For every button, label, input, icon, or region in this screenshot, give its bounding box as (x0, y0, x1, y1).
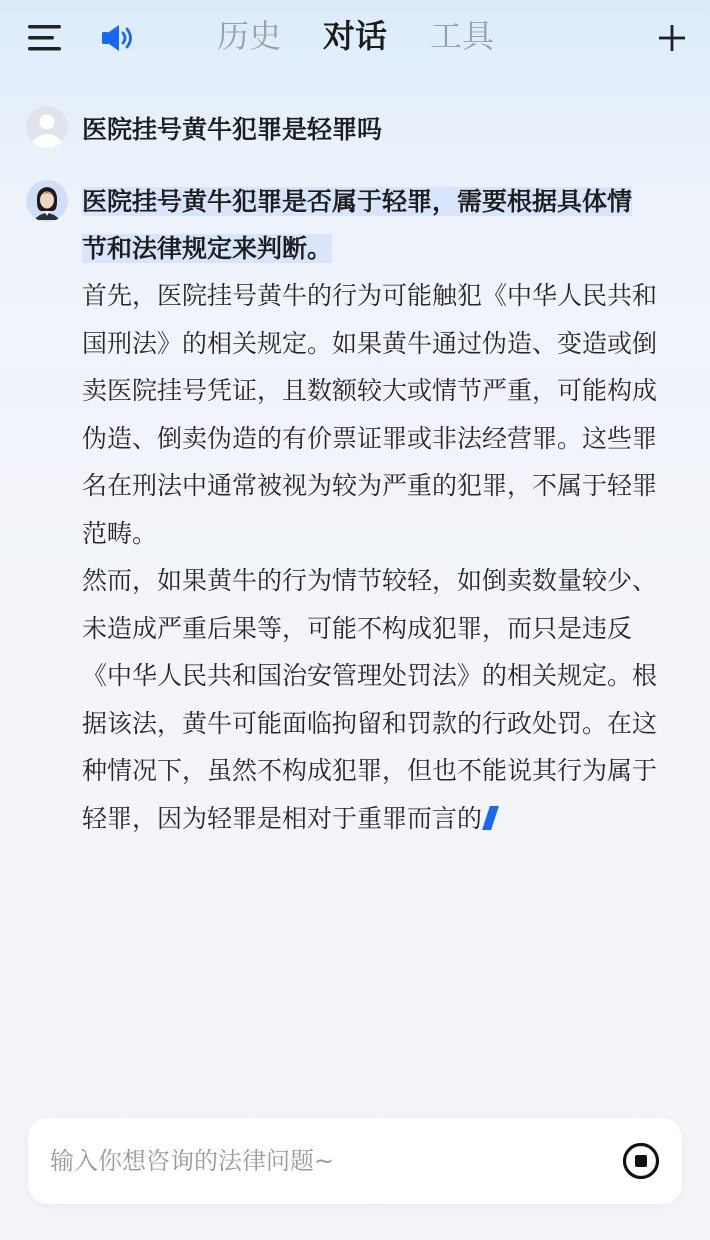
menu-icon[interactable] (28, 24, 62, 52)
assistant-lead-text (82, 178, 678, 272)
user-message-text: 医院挂号黄牛犯罪是轻罪吗 (82, 115, 383, 144)
assistant-paragraph-1: 首先，医院挂号黄牛的行为可能触犯《中华人民共和国刑法》的相关规定。如果黄牛通过伪造、变造或倒卖医院挂号凭证，且数额较大或情节严重，可能构成伪造、倒卖伪造的有价票证罪或非法经营罪。这些罪名在刑法中通常被视为较为严重的犯罪，不属于轻罪范畴。 (82, 281, 658, 548)
assistant-message-body (82, 178, 678, 842)
question-input[interactable] (48, 1138, 612, 1184)
user-message (26, 106, 686, 150)
tab-chat[interactable]: 对话 (323, 17, 388, 55)
lead-line-2: 节和法律规定来判断。 (82, 234, 333, 263)
tab-history[interactable]: 历史 (217, 17, 282, 55)
typing-cursor-icon (482, 806, 499, 830)
assistant-avatar-icon (26, 180, 68, 222)
input-bar (28, 1118, 682, 1204)
paragraph-2-text: 然而，如果黄牛的行为情节较轻，如倒卖数量较少、未造成严重后果等，可能不构成犯罪，而只是违反《中华人民共和国治安管理处罚法》的相关规定。根据该法，黄牛可能面临拘留和罚款的行政处罚。在这种情况下，虽然不构成犯罪，但也不能说其行为属于轻罪，因为轻罪是相对于重罪而言的 (82, 566, 658, 833)
speaker-icon[interactable] (100, 22, 136, 54)
user-avatar-icon (26, 106, 68, 148)
assistant-paragraph-2 (82, 557, 678, 842)
tab-tools[interactable]: 工具 (430, 17, 495, 55)
top-header (0, 0, 710, 76)
stop-icon[interactable] (622, 1142, 660, 1180)
lead-line-1: 医院挂号黄牛犯罪是否属于轻罪，需要根据具体情 (82, 187, 633, 216)
plus-icon[interactable] (656, 22, 688, 54)
